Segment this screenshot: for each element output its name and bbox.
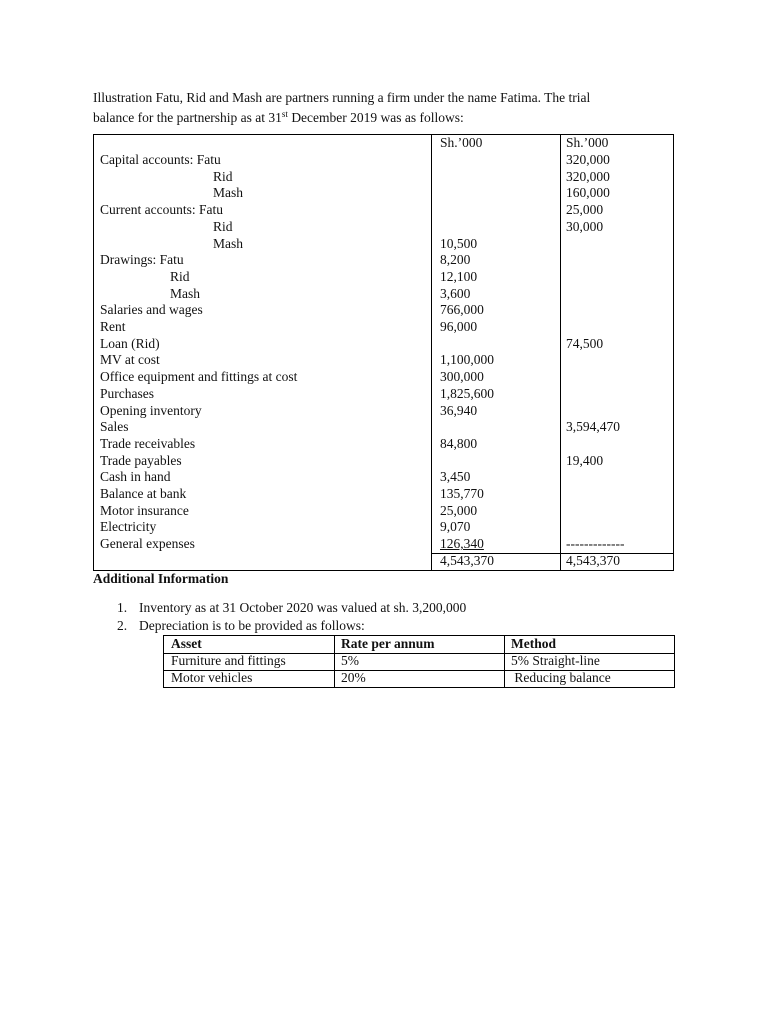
debit-amount: 1,825,600 [440, 385, 494, 401]
debit-amount: 25,000 [440, 502, 478, 518]
credit-amount: 74,500 [566, 335, 604, 351]
debit-amount: 3,600 [440, 285, 471, 301]
account-label: Cash in hand [100, 469, 171, 485]
table-column-divider [334, 636, 335, 687]
debit-amount: 9,070 [440, 519, 471, 535]
credit-amount: 19,400 [566, 452, 604, 468]
account-label: Current accounts: Fatu [100, 202, 223, 218]
asset-header: Asset [171, 636, 202, 651]
account-label: MV at cost [100, 352, 160, 368]
credit-header: Sh.’000 [566, 135, 609, 150]
account-label: Loan (Rid) [100, 335, 160, 351]
table-column-divider [560, 135, 561, 570]
note-number: 2. [117, 618, 128, 633]
intro-line-1: Illustration Fatu, Rid and Mash are partners running a firm under the name Fatima. The trial [93, 90, 591, 105]
debit-amount: 8,200 [440, 252, 471, 268]
credit-total: 4,543,370 [566, 552, 620, 568]
debit-amount: 3,450 [440, 469, 471, 485]
table-column-divider [504, 636, 505, 687]
account-label: Electricity [100, 519, 157, 535]
credit-amount: ------------- [566, 536, 625, 552]
account-label: Purchases [100, 385, 154, 401]
asset-cell: Motor vehicles [171, 670, 253, 685]
credit-amount: 30,000 [566, 218, 604, 234]
intro-line-2 [93, 108, 683, 128]
debit-amount: 12,100 [440, 268, 478, 284]
account-label: Mash [170, 285, 200, 301]
method-cell: 5% Straight-line [511, 653, 600, 668]
credit-amount: 320,000 [566, 168, 610, 184]
account-label: Salaries and wages [100, 302, 203, 318]
debit-amount: 126,340 [440, 536, 484, 552]
account-label: Office equipment and fittings at cost [100, 369, 298, 385]
note-item-2 [117, 618, 365, 635]
debit-amount: 135,770 [440, 486, 484, 501]
note-text: Depreciation is to be provided as follows: [139, 618, 365, 633]
depreciation-table [163, 635, 675, 688]
rate-cell: 20% [341, 670, 366, 685]
debit-amount: 300,000 [440, 369, 484, 385]
account-label: Rent [100, 319, 126, 334]
intro-paragraph [93, 88, 683, 128]
debit-amount: 1,100,000 [440, 352, 494, 368]
account-label: Drawings: Fatu [100, 252, 184, 268]
note-item-1 [117, 600, 466, 617]
account-label: General expenses [100, 536, 195, 552]
account-label: Trade receivables [100, 435, 196, 451]
method-cell: Reducing balance [511, 670, 611, 685]
intro-line-2-end: December 2019 was as follows: [287, 110, 464, 125]
account-label: Rid [170, 268, 190, 284]
debit-amount: 10,500 [440, 235, 478, 251]
table-column-divider [431, 135, 432, 570]
additional-information-heading: Additional Information [93, 571, 229, 586]
account-label: Rid [213, 168, 233, 184]
rate-header: Rate per annum [341, 636, 435, 651]
note-text: Inventory as at 31 October 2020 was valued at sh. 3,200,000 [139, 600, 467, 615]
debit-amount: 36,940 [440, 402, 478, 418]
credit-amount: 3,594,470 [566, 419, 620, 435]
debit-amount: 96,000 [440, 319, 478, 334]
credit-amount: 25,000 [566, 202, 604, 218]
debit-header: Sh.’000 [440, 135, 483, 150]
credit-amount: 160,000 [566, 185, 610, 201]
rate-cell: 5% [341, 653, 359, 668]
account-label: Rid [213, 218, 233, 234]
account-label: Motor insurance [100, 502, 189, 518]
intro-line-2-start: balance for the partnership as at 31 [93, 110, 282, 125]
asset-cell: Furniture and fittings [171, 653, 286, 668]
account-label: Trade payables [100, 452, 182, 468]
debit-total: 4,543,370 [440, 552, 494, 568]
account-label: Mash [213, 185, 243, 201]
intro-superscript: st [281, 109, 288, 119]
method-header: Method [511, 636, 556, 651]
note-number: 1. [117, 600, 128, 615]
account-label: Mash [213, 235, 243, 251]
trial-balance-table [93, 134, 674, 571]
debit-amount: 766,000 [440, 302, 484, 318]
account-label: Capital accounts: Fatu [100, 152, 221, 167]
debit-amount: 84,800 [440, 435, 478, 451]
account-label: Sales [100, 419, 129, 435]
account-label: Opening inventory [100, 402, 202, 418]
account-label: Balance at bank [100, 486, 187, 501]
credit-amount: 320,000 [566, 152, 610, 167]
